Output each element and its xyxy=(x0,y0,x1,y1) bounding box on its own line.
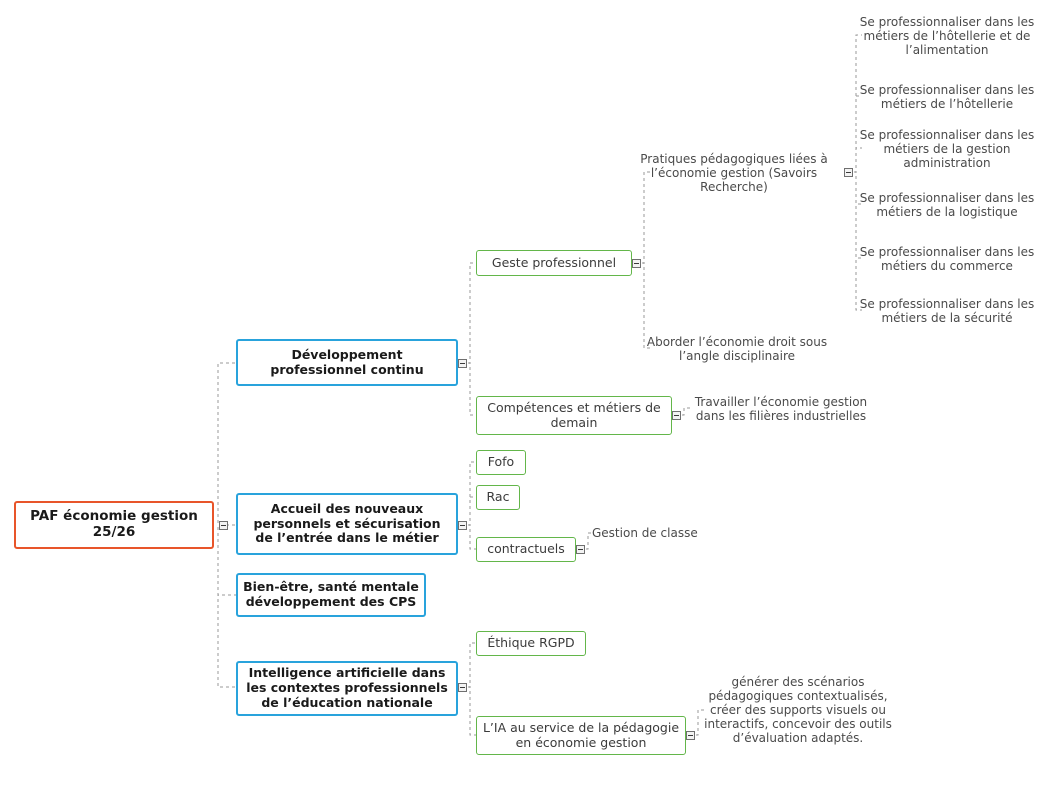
toggle-contractuels[interactable] xyxy=(576,545,585,554)
toggle-accueil-nouveaux-personnels[interactable] xyxy=(458,521,467,530)
node-pro-gestion-administration-label: Se professionnaliser dans les métiers de la gestion administration xyxy=(859,127,1035,171)
node-pratiques-pedagogiques-label: Pratiques pédagogiques liées à l’économie gestion (Savoirs Recherche) xyxy=(640,151,828,195)
node-travailler-filieres-industrielles[interactable] xyxy=(686,392,876,426)
node-intelligence-artificielle[interactable] xyxy=(236,661,458,716)
node-gestion-de-classe-label: Gestion de classe xyxy=(592,525,698,540)
node-competences-metiers-demain[interactable] xyxy=(476,396,672,435)
node-geste-professionnel[interactable] xyxy=(476,250,632,276)
toggle-geste-professionnel[interactable] xyxy=(632,259,641,268)
node-generer-scenarios-label: générer des scénarios pédagogiques contextualisés, créer des supports visuels ou interactifs, concevoir des outils d’évaluation adaptés. xyxy=(704,674,892,746)
node-contractuels-label: contractuels xyxy=(487,541,565,557)
node-bien-etre-sante-mentale[interactable] xyxy=(236,573,426,617)
node-root-label: PAF économie gestion 25/26 xyxy=(30,508,198,540)
node-aborder-economie-droit-label: Aborder l’économie droit sous l’angle disciplinaire xyxy=(646,334,828,363)
toggle-competences-metiers-demain[interactable] xyxy=(672,411,681,420)
node-root[interactable] xyxy=(14,501,214,549)
node-developpement-professionnel-continu[interactable] xyxy=(236,339,458,386)
node-pro-hotellerie[interactable] xyxy=(852,78,1042,116)
node-generer-scenarios[interactable] xyxy=(700,668,896,752)
node-gestion-de-classe[interactable] xyxy=(592,523,712,543)
node-pro-logistique[interactable] xyxy=(852,186,1042,224)
node-pro-hotellerie-label: Se professionnaliser dans les métiers de l’hôtellerie xyxy=(859,82,1035,111)
toggle-root[interactable] xyxy=(219,521,228,530)
node-pro-logistique-label: Se professionnaliser dans les métiers de la logistique xyxy=(859,190,1035,219)
node-pro-securite[interactable] xyxy=(852,292,1042,330)
node-pro-commerce[interactable] xyxy=(852,240,1042,278)
node-rac-label: Rac xyxy=(486,489,510,505)
node-ethique-rgpd-label: Éthique RGPD xyxy=(487,635,575,651)
node-contractuels[interactable] xyxy=(476,537,576,562)
node-fofo-label: Fofo xyxy=(487,454,515,470)
node-accueil-nouveaux-personnels-label: Accueil des nouveaux personnels et sécurisation de l’entrée dans le métier xyxy=(253,500,441,546)
toggle-developpement-professionnel-continu[interactable] xyxy=(458,359,467,368)
node-ia-service-pedagogie[interactable] xyxy=(476,716,686,755)
node-competences-metiers-demain-label: Compétences et métiers de demain xyxy=(487,399,661,430)
node-aborder-economie-droit[interactable] xyxy=(642,332,832,366)
toggle-intelligence-artificielle[interactable] xyxy=(458,683,467,692)
node-geste-professionnel-label: Geste professionnel xyxy=(491,254,617,270)
node-travailler-filieres-industrielles-label: Travailler l’économie gestion dans les filières industrielles xyxy=(694,394,868,423)
node-pro-securite-label: Se professionnaliser dans les métiers de la sécurité xyxy=(859,296,1035,325)
node-ia-service-pedagogie-label: L’IA au service de la pédagogie en économie gestion xyxy=(482,719,680,750)
toggle-ia-service-pedagogie[interactable] xyxy=(686,731,695,740)
node-rac[interactable] xyxy=(476,485,520,510)
node-developpement-professionnel-continu-label: Développement professionnel continu xyxy=(270,346,424,377)
node-pratiques-pedagogiques[interactable] xyxy=(634,142,834,204)
node-pro-commerce-label: Se professionnaliser dans les métiers du commerce xyxy=(859,244,1035,273)
node-ethique-rgpd[interactable] xyxy=(476,631,586,656)
node-pro-hotellerie-alimentation[interactable] xyxy=(852,8,1042,64)
node-pro-gestion-administration[interactable] xyxy=(852,122,1042,176)
node-accueil-nouveaux-personnels[interactable] xyxy=(236,493,458,555)
node-intelligence-artificielle-label: Intelligence artificielle dans les contextes professionnels de l’éducation nationale xyxy=(246,665,448,710)
node-pro-hotellerie-alimentation-label: Se professionnaliser dans les métiers de l’hôtellerie et de l’alimentation xyxy=(859,14,1035,58)
node-bien-etre-sante-mentale-label: Bien-être, santé mentale développement des CPS xyxy=(243,579,419,609)
node-fofo[interactable] xyxy=(476,450,526,475)
